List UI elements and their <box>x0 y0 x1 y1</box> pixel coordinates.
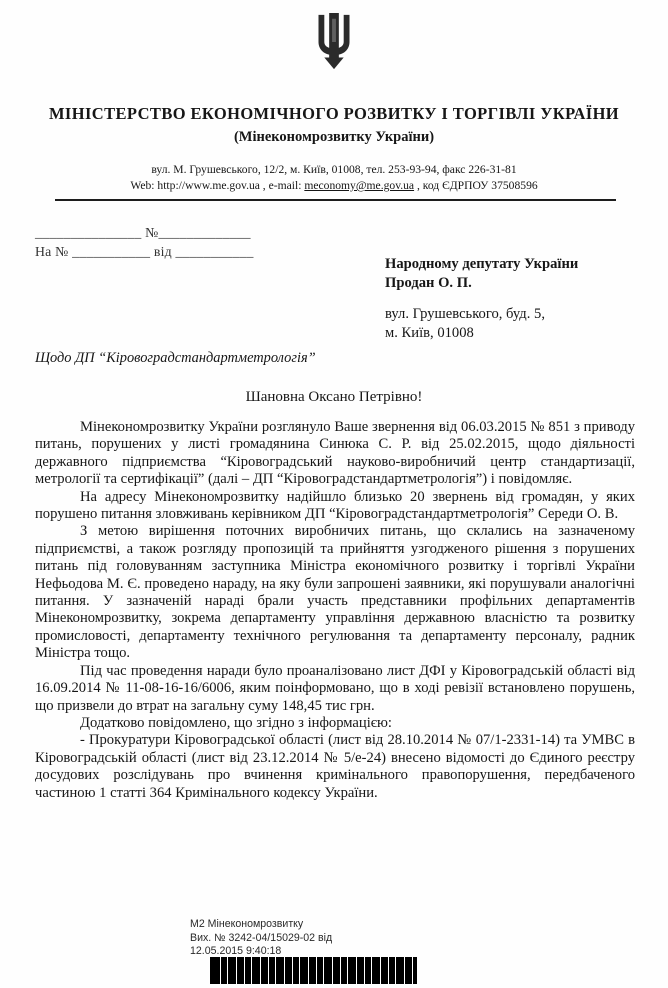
stamp-datetime: 12.05.2015 9:40:18 <box>190 945 282 957</box>
web-url-text: Web: http://www.me.gov.ua , e-mail: <box>130 179 305 192</box>
paragraph: - Прокуратури Кіровоградської області (лист від 28.10.2014 № 07/1-2331-14) та УМВС в Кіровоградській області (лист від 23.12.2014 № 5/е-24) внесено відомості до Єдиного реєстру досудових розслідувань про вчинення кримінального правопорушення, передбаченого частиною 1 статті 364 Кримінального кодексу України. <box>35 732 635 801</box>
paragraph: Під час проведення наради було проаналізовано лист ДФІ у Кіровоградській області від 16.09.2014 № 11-08-16-16/6006, яким поінформовано, що в ході ревізії встановлено порушень, що призвели до втрат на загальну суму 148,45 тис грн. <box>35 662 635 714</box>
recipient-block <box>385 255 578 342</box>
paragraph: Мінекономрозвитку України розглянуло Ваше звернення від 06.03.2015 № 851 з приводу питань, порушених у листі громадянина Синюка С. Р. від 25.02.2015, щодо діяльності державного підприємства “Кіровоградський науково-виробничий центр стандартизації, метрології та сертифікації” (далі – ДП “Кіровоградстандартметрологія”) і повідомляє. <box>35 419 635 488</box>
ukraine-trident-icon <box>311 10 357 74</box>
letter-body <box>35 419 635 802</box>
header-divider <box>55 199 616 201</box>
ministry-title: МІНІСТЕРСТВО ЕКОНОМІЧНОГО РОЗВИТКУ І ТОРГІВЛІ УКРАЇНИ <box>48 104 620 123</box>
ministry-contacts <box>0 179 668 192</box>
barcode <box>210 957 417 984</box>
email-link: meconomy@me.gov.ua <box>304 179 415 192</box>
paragraph: Додатково повідомлено, що згідно з інформацією: <box>80 714 392 731</box>
recipient-street: вул. Грушевського, буд. 5, <box>385 306 545 322</box>
subject-line: Щодо ДП “Кіровоградстандартметрологія” <box>35 350 316 366</box>
ministry-address: вул. М. Грушевського, 12/2, м. Київ, 01008, тел. 253-93-94, факс 226-31-81 <box>151 163 517 176</box>
recipient-title: Народному депутату України <box>385 256 579 272</box>
stamp-org: М2 Мінекономрозвитку <box>190 918 304 930</box>
recipient-name: Продан О. П. <box>385 274 472 291</box>
edrpou-code: , код ЄДРПОУ 37508596 <box>414 179 538 192</box>
paragraph: На адресу Мінекономрозвитку надійшло близько 20 звернень від громадян, у яких порушено питання зловживань керівником ДП “Кіровоградстандартметрологія” Середи О. В. <box>35 488 635 523</box>
reference-block <box>35 223 254 261</box>
incoming-number-line: На № ___________ від ___________ <box>35 244 254 259</box>
outgoing-number-line: _______________ №_____________ <box>35 225 251 240</box>
stamp-outgoing-number: Вих. № 3242-04/15029-02 від <box>190 931 333 944</box>
registration-stamp <box>190 918 332 959</box>
paragraph: З метою вирішення поточних виробничих питань, що склались на зазначеному підприємстві, а також розгляду пропозицій та прийняття узгодженого рішення з порушених питань під головуванням заступника Міністра економічного розвитку і торгівлі України Нефьодова М. Є. проведено нараду, на яку були запрошені заявники, які порушували аналогічні питання. У зазначеній нараді брали участь представники профільних департаментів Мінекономрозвитку, зокрема департаменту управління державною власністю та розвитку промисловості, департаменту технічного регулювання та департаменту персоналу, радник Міністра тощо. <box>35 523 635 662</box>
ministry-subtitle: (Мінекономрозвитку України) <box>233 129 435 145</box>
recipient-city: м. Київ, 01008 <box>385 324 474 341</box>
salutation: Шановна Оксано Петрівно! <box>245 389 423 405</box>
